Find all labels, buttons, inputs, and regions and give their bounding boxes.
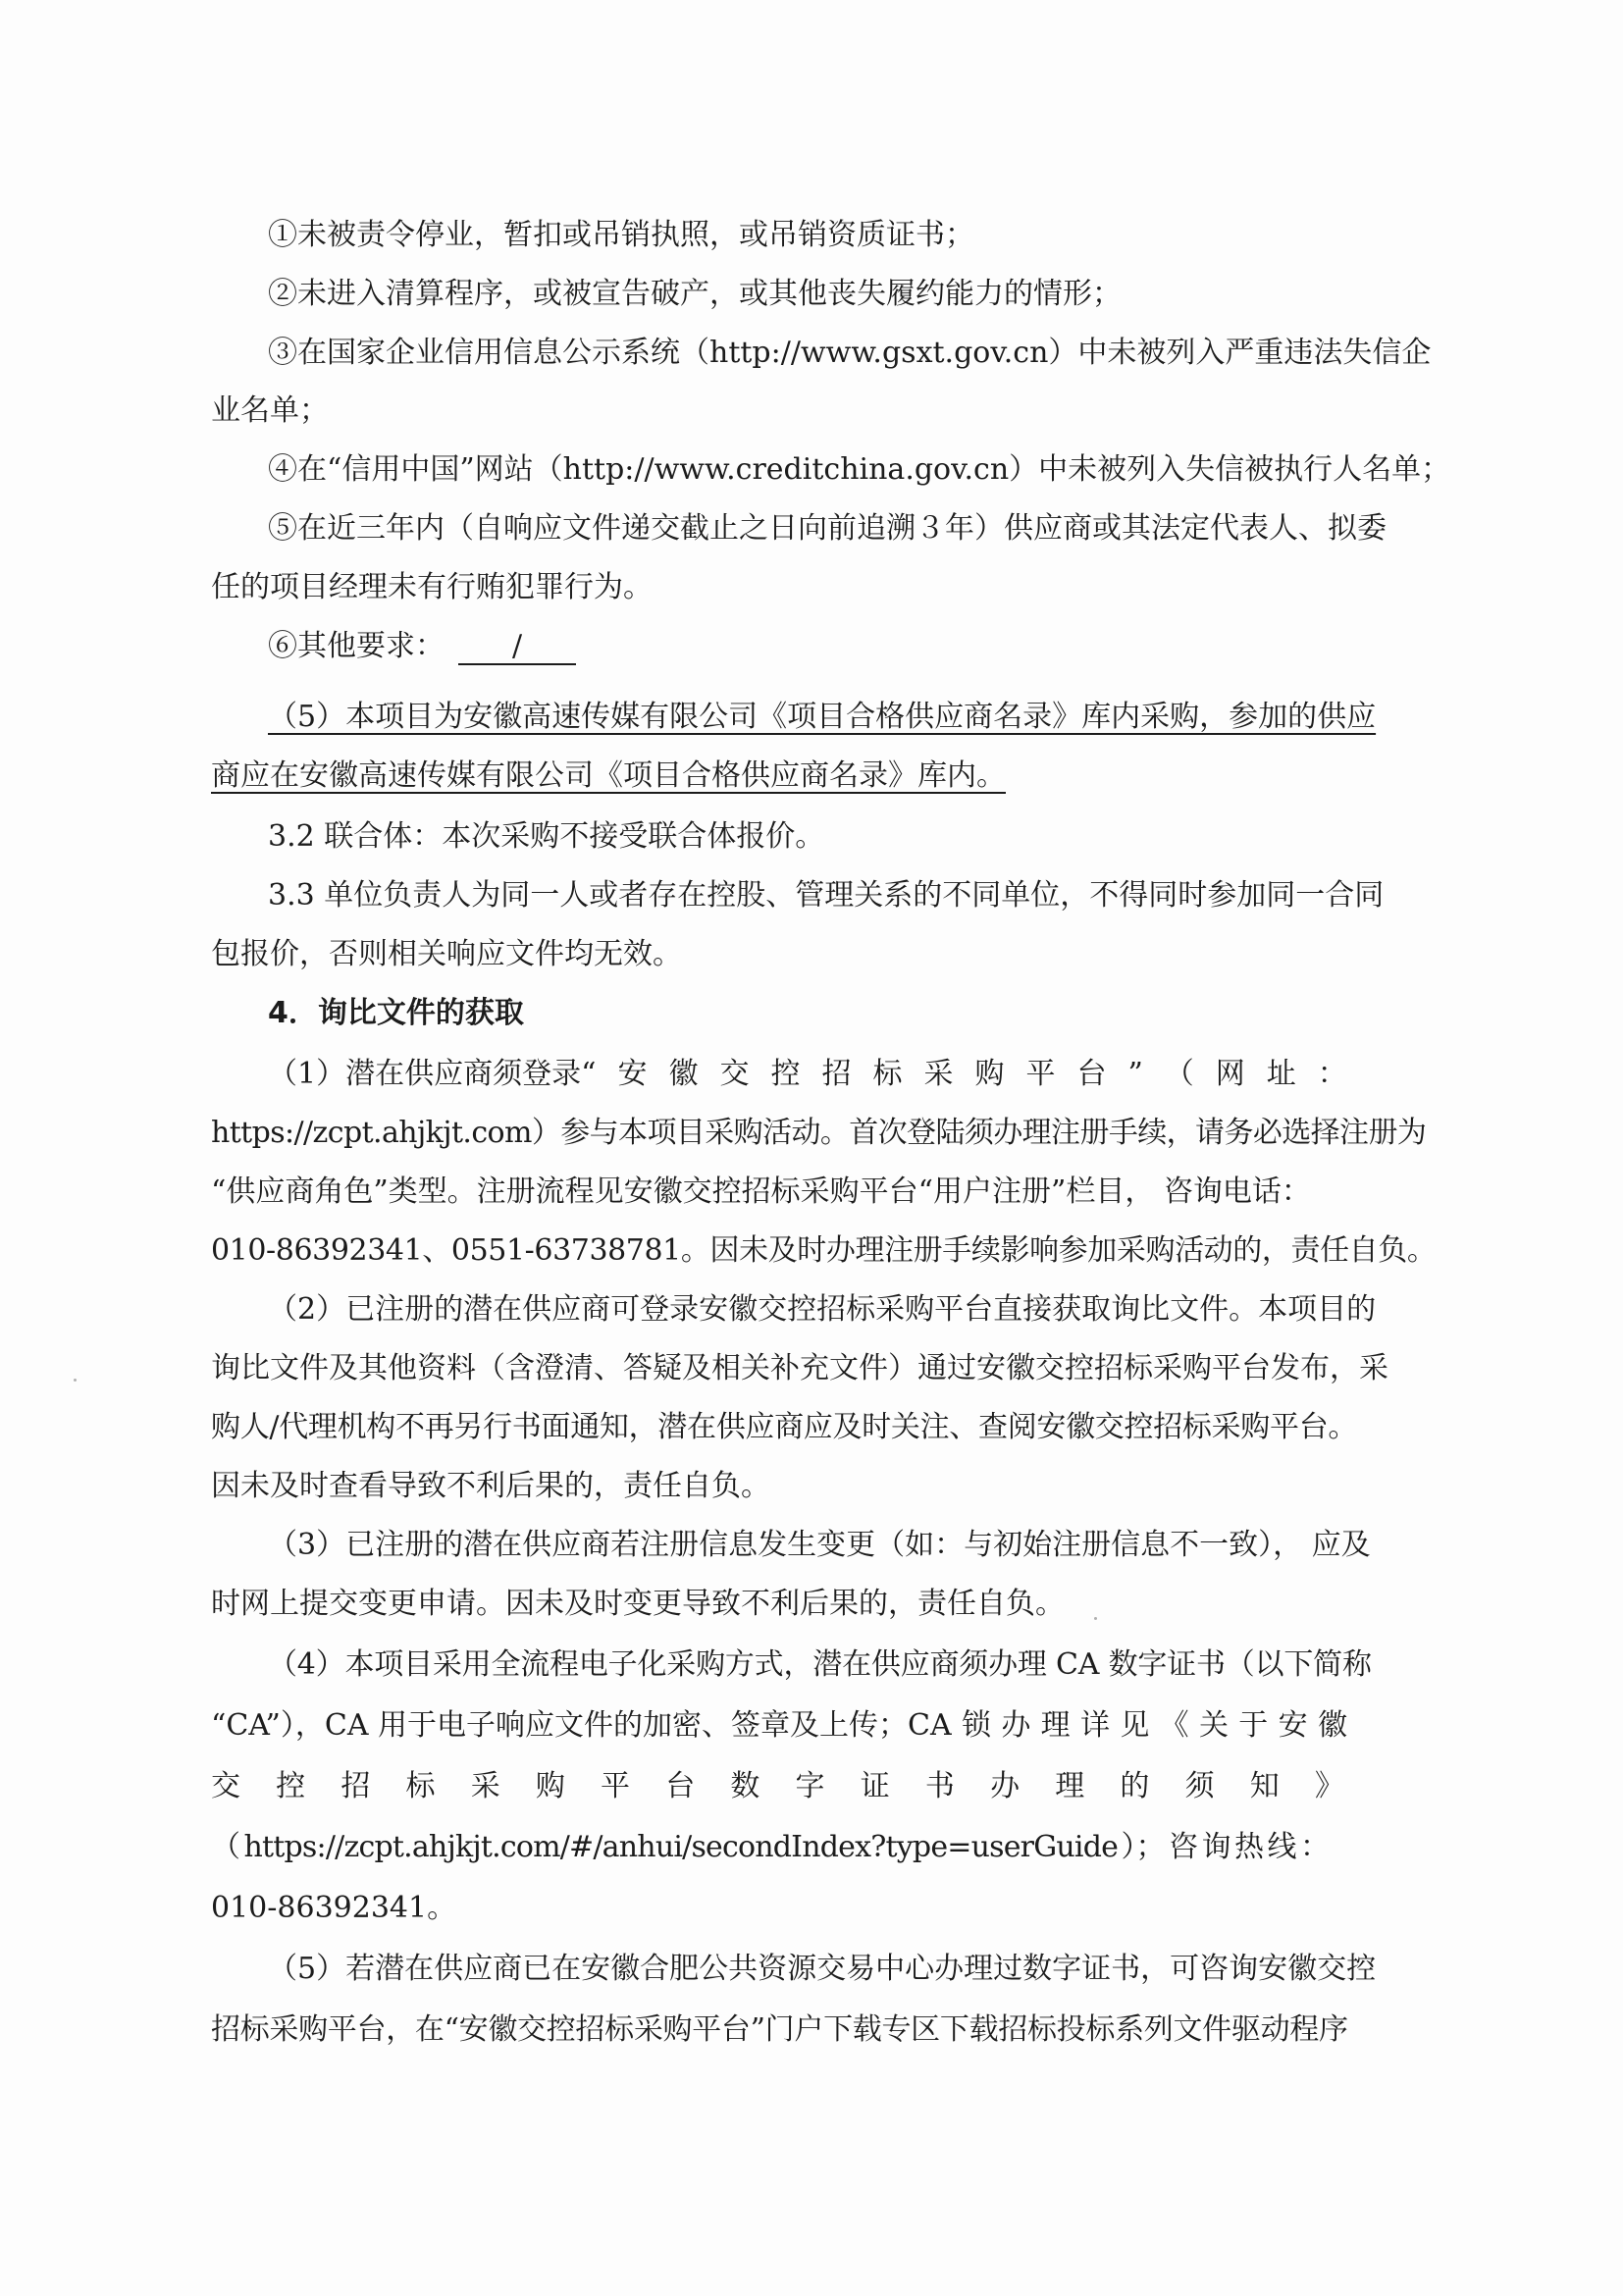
section-4-4-line-1: （4）本项目采用全流程电子化采购方式，潜在供应商须办理 CA 数字证书（以下简称: [268, 1647, 1372, 1682]
requirement-6-blank: /: [458, 632, 576, 665]
requirement-6: [268, 629, 576, 665]
section-4-4-line-4: （ https://zcpt.ahjkjt.com/#/anhui/secondIndex?type=userGuide ）； 咨 询 热 线 ：: [211, 1830, 1330, 1864]
section-4-3-line-2: 时网上提交变更申请。因未及时变更导致不利后果的，责任自负。: [211, 1587, 1065, 1621]
qualified-supplier-line-2: 商应在安徽高速传媒有限公司《项目合格供应商名录》库内。: [211, 758, 1006, 793]
section-3-3-line-2: 包报价，否则相关响应文件均无效。: [211, 937, 682, 971]
requirement-6-label: ⑥其他要求：: [268, 629, 445, 663]
section-4-2-line-1: （2）已注册的潜在供应商可登录安徽交控招标采购平台直接获取询比文件。本项目的: [268, 1292, 1377, 1327]
section-4-4-line-5: 010-86392341。: [211, 1891, 457, 1925]
section-4-1-line-4: 010-86392341、0551-63738781。因未及时办理注册手续影响参加采购活动的，责任自负。: [211, 1233, 1437, 1268]
requirement-4: ④在“信用中国”网站（http://www.creditchina.gov.cn）中未被列入失信被执行人名单；: [268, 452, 1451, 487]
section-4-heading: 4．询比文件的获取: [268, 996, 524, 1030]
requirement-3-line-2: 业名单；: [211, 393, 329, 428]
section-4-2-line-4: 因未及时查看导致不利后果的，责任自负。: [211, 1469, 770, 1503]
section-4-5-line-2: 招标采购平台，在“安徽交控招标采购平台”门户下载专区下载招标投标系列文件驱动程序: [211, 2012, 1348, 2047]
scan-speck: [1094, 1617, 1097, 1620]
section-4-2-line-2: 询比文件及其他资料（含澄清、答疑及相关补充文件）通过安徽交控招标采购平台发布，采: [211, 1351, 1388, 1385]
requirement-3-line-1: ③在国家企业信用信息公示系统（http://www.gsxt.gov.cn）中未被列入严重违法失信企: [268, 336, 1432, 370]
section-4-3-line-1: （3）已注册的潜在供应商若注册信息发生变更（如：与初始注册信息不一致）， 应及: [268, 1528, 1371, 1562]
section-4-1-line-2: https://zcpt.ahjkjt.com）参与本项目采购活动。首次登陆须办理注册手续，请务必选择注册为: [211, 1116, 1427, 1150]
requirement-5-line-1: ⑤在近三年内（自响应文件递交截止之日向前追溯３年）供应商或其法定代表人、拟委: [268, 511, 1387, 546]
requirement-5-line-2: 任的项目经理未有行贿犯罪行为。: [211, 570, 653, 604]
qualified-supplier-line-1: （5）本项目为安徽高速传媒有限公司《项目合格供应商名录》库内采购，参加的供应: [268, 700, 1377, 734]
requirement-1: ①未被责令停业，暂扣或吊销执照，或吊销资质证书；: [268, 218, 974, 252]
section-4-5-line-1: （5）若潜在供应商已在安徽合肥公共资源交易中心办理过数字证书，可咨询安徽交控: [268, 1952, 1377, 1986]
section-3-3-line-1: 3.3 单位负责人为同一人或者存在控股、管理关系的不同单位，不得同时参加同一合同: [268, 878, 1385, 913]
section-3-2: 3.2 联合体：本次采购不接受联合体报价。: [268, 819, 825, 854]
section-4-1-line-3: “供应商角色”类型。注册流程见安徽交控招标采购平台“用户注册”栏目， 咨询电话：: [211, 1174, 1311, 1209]
scan-speck: [74, 1379, 77, 1382]
requirement-2: ②未进入清算程序，或被宣告破产，或其他丧失履约能力的情形；: [268, 277, 1122, 311]
section-4-4-line-3: 交 控 招 标 采 购 平 台 数 字 证 书 办 理 的 须 知 》: [211, 1769, 1344, 1803]
section-4-1-line-1: （1）潜在供应商须登录“ 安 徽 交 控 招 标 采 购 平 台 ” （ 网 址 ：: [268, 1057, 1347, 1091]
section-4-4-line-2: “CA”），CA 用于电子响应文件的加密、签章及上传；CA 锁 办 理 详 见 《 关 于 安 徽: [211, 1708, 1347, 1743]
section-4-2-line-3: 购人/代理机构不再另行书面通知，潜在供应商应及时关注、查阅安徽交控招标采购平台。: [211, 1410, 1358, 1444]
